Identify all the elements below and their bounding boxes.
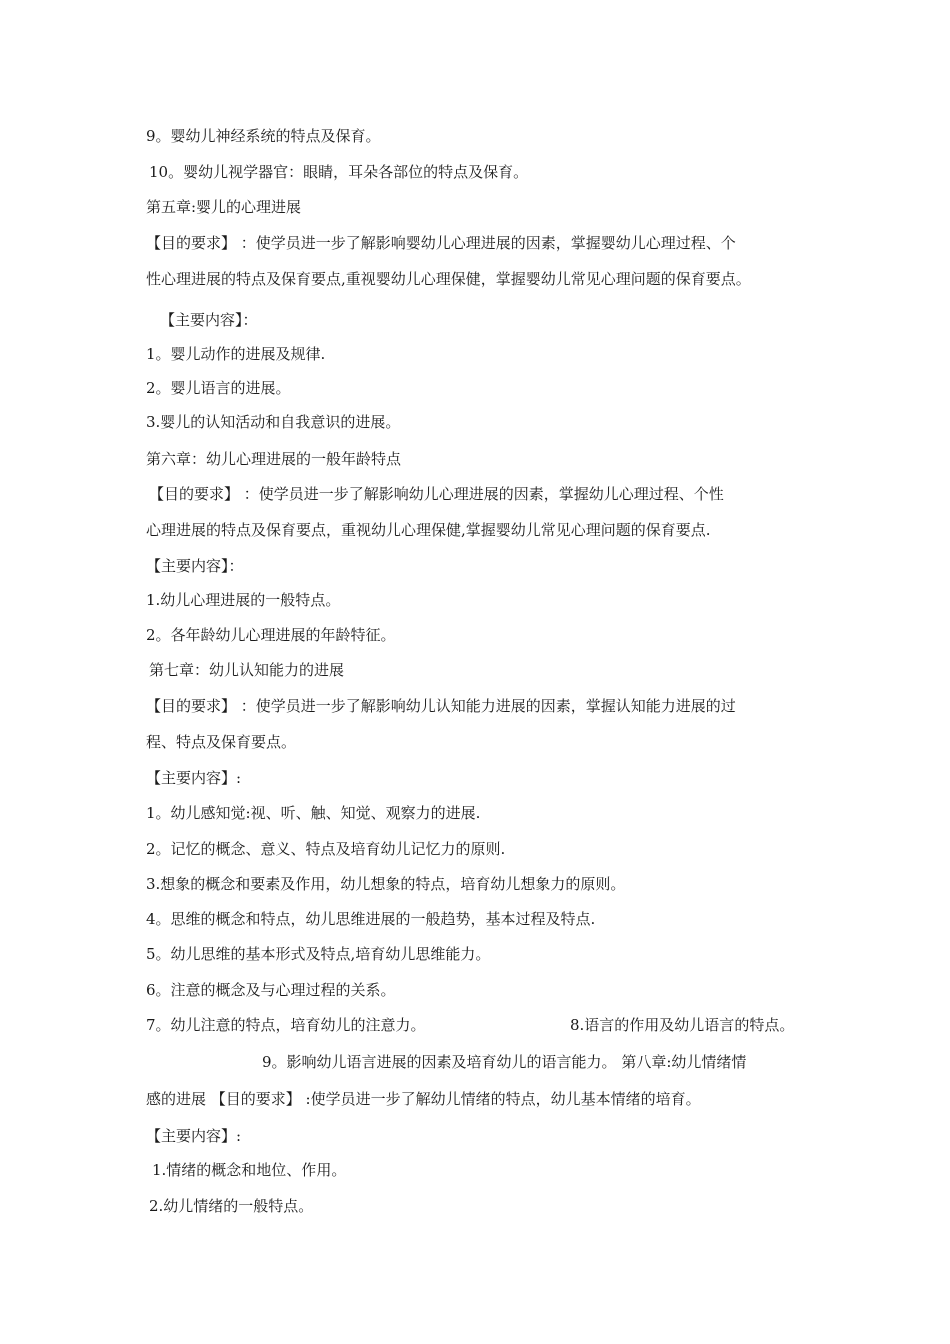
text-line: 1。幼儿感知觉:视、听、触、知觉、观察力的进展. [146, 804, 481, 822]
text-line: 【目的要求】 ：使学员进一步了解影响幼儿心理进展的因素，掌握幼儿心理过程、个性 [149, 485, 724, 503]
text-line: 4。思维的概念和特点，幼儿思维进展的一般趋势，基本过程及特点. [146, 910, 596, 928]
text-line: 【主要内容】: [146, 1127, 242, 1145]
section-heading: 第六章：幼儿心理进展的一般年龄特点 [146, 450, 402, 468]
text-line: 1。婴儿动作的进展及规律. [146, 345, 326, 363]
text-line: 【目的要求】 ：使学员进一步了解影响婴幼儿心理进展的因素，掌握婴幼儿心理过程、个 [146, 234, 736, 252]
text-line: 2。记忆的概念、意义、特点及培育幼儿记忆力的原则. [146, 840, 506, 858]
text-line: 10。婴幼儿视学器官：眼睛，耳朵各部位的特点及保育。 [149, 163, 529, 181]
text-line: 心理进展的特点及保育要点，重视幼儿心理保健,掌握婴幼儿常见心理问题的保育要点. [146, 521, 711, 539]
text-line: 【主要内容】： [160, 311, 258, 329]
text-line: 2。各年龄幼儿心理进展的年龄特征。 [146, 626, 396, 644]
section-heading: 第五章:婴儿的心理进展 [146, 198, 302, 216]
text-line: 7。幼儿注意的特点，培育幼儿的注意力。 [146, 1016, 426, 1034]
text-line: 【主要内容】: [146, 769, 242, 787]
text-line: 9。影响幼儿语言进展的因素及培育幼儿的语言能力。 第八章:幼儿情绪情 [262, 1053, 747, 1071]
text-line: 2.幼儿情绪的一般特点。 [149, 1197, 314, 1215]
text-line: 感的进展 【目的要求】 :使学员进一步了解幼儿情绪的特点，幼儿基本情绪的培育。 [146, 1090, 701, 1108]
text-line: 9。婴幼儿神经系统的特点及保育。 [146, 127, 381, 145]
text-line: 6。注意的概念及与心理过程的关系。 [146, 981, 396, 999]
text-line: 8.语言的作用及幼儿语言的特点。 [570, 1016, 795, 1034]
text-line: 1.情绪的概念和地位、作用。 [152, 1161, 347, 1179]
section-heading: 第七章：幼儿认知能力的进展 [149, 661, 345, 679]
text-line: 程、特点及保育要点。 [146, 733, 297, 751]
text-line: 1.幼儿心理进展的一般特点。 [146, 591, 341, 609]
text-line: 5。幼儿思维的基本形式及特点,培育幼儿思维能力。 [146, 945, 491, 963]
text-line: 【目的要求】 ：使学员进一步了解影响幼儿认知能力进展的因素，掌握认知能力进展的过 [146, 697, 736, 715]
text-line: 性心理进展的特点及保育要点,重视婴幼儿心理保健，掌握婴幼儿常见心理问题的保育要点。 [146, 270, 751, 288]
text-line: 3.婴儿的认知活动和自我意识的进展。 [146, 413, 401, 431]
text-line: 2。婴儿语言的进展。 [146, 379, 291, 397]
text-line: 【主要内容】： [146, 557, 244, 575]
text-line: 3.想象的概念和要素及作用，幼儿想象的特点，培育幼儿想象力的原则。 [146, 875, 626, 893]
